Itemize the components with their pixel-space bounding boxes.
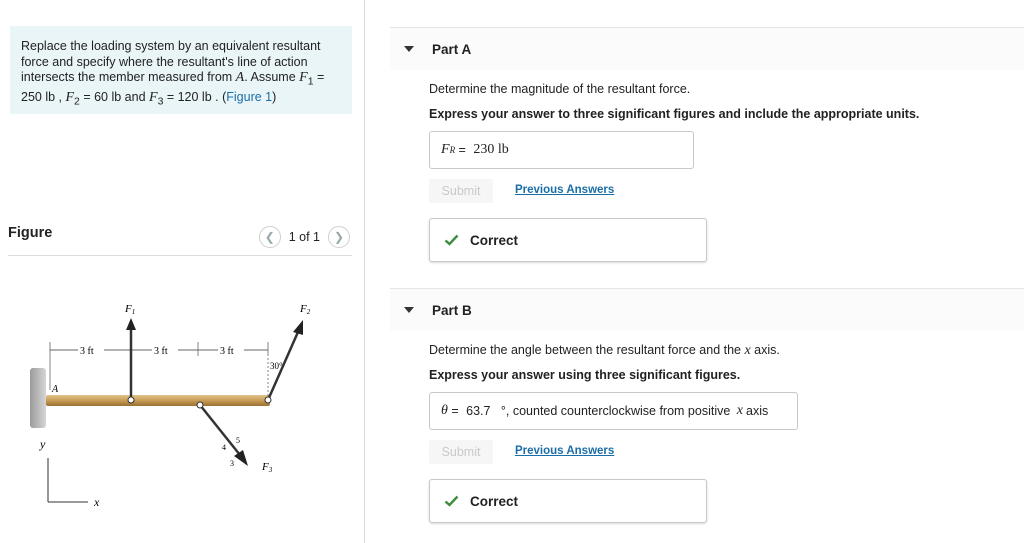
- part-b-header[interactable]: [390, 288, 1024, 331]
- f3-sub: 3: [157, 96, 164, 108]
- f1-pin: [128, 397, 134, 403]
- f1-arrowhead: [126, 318, 136, 330]
- problem-close: ): [272, 90, 277, 104]
- f2-value: = 60 lb and: [79, 90, 149, 104]
- answer-b-symbol: θ: [441, 403, 448, 418]
- part-b-submit-button[interactable]: Submit: [429, 440, 493, 464]
- checkmark-icon: [444, 495, 460, 507]
- part-a-correct-feedback: [429, 218, 707, 262]
- f2-symbol: F: [65, 90, 75, 105]
- f3-pin: [197, 402, 203, 408]
- answer-a-value: 230 lb: [473, 142, 509, 157]
- part-b-question: [429, 343, 780, 359]
- collapse-triangle-icon: [404, 46, 414, 52]
- figure-link[interactable]: Figure 1: [226, 90, 273, 104]
- part-a-answer-field[interactable]: [429, 131, 694, 169]
- f2-arrowhead: [293, 320, 303, 335]
- loading-diagram: [20, 290, 340, 530]
- part-a-submit-button[interactable]: Submit: [429, 179, 493, 203]
- part-b-question-text: Determine the angle between the resultant force and the: [429, 343, 745, 357]
- x-axis-label: x: [94, 495, 100, 509]
- part-b-label: Part B: [432, 302, 472, 318]
- part-b-question-end: axis.: [750, 343, 780, 357]
- part-b-instruction: Express your answer using three significant figures.: [429, 368, 741, 382]
- left-panel: [0, 0, 365, 543]
- f3-arrow: [200, 405, 240, 455]
- f1-label: F1: [125, 303, 136, 316]
- f2-pin: [265, 397, 271, 403]
- pager-text: 1 of 1: [288, 230, 320, 244]
- figure-pager: [259, 226, 350, 248]
- answer-a-symbol: F: [441, 142, 450, 157]
- answer-a-eq: =: [455, 143, 470, 157]
- answer-a-sub: R: [449, 145, 456, 155]
- part-a-status: Correct: [470, 232, 519, 248]
- part-a-instruction: Express your answer to three significant figures and include the appropriate units.: [429, 107, 920, 121]
- collapse-triangle-icon: [404, 307, 414, 313]
- problem-text-2: . Assume: [244, 70, 300, 84]
- answer-b-suffix: °, counted counterclockwise from positive: [490, 404, 734, 418]
- f1-value: = 250 lb ,: [21, 70, 325, 104]
- chevron-left-icon: ❮: [264, 230, 275, 244]
- answer-b-value: 63.7: [466, 404, 491, 418]
- slope-4: 4: [222, 443, 226, 452]
- f1-symbol: F: [299, 70, 308, 85]
- right-panel: [390, 0, 1024, 543]
- part-b-question-x: x: [744, 343, 751, 358]
- answer-b-eq: =: [447, 404, 463, 418]
- prev-figure-button[interactable]: [259, 226, 281, 248]
- wall-support: [30, 368, 46, 428]
- angle-label: 30°: [270, 361, 283, 371]
- part-b-status: Correct: [470, 493, 519, 509]
- part-a-question: Determine the magnitude of the resultant force.: [429, 82, 691, 96]
- point-a-label: A: [52, 384, 59, 395]
- problem-text: Replace the loading system by an equivalent resultant force and specify where the resultant's line of action intersects the member measured from: [21, 39, 321, 84]
- dim-label-1: 3 ft: [80, 346, 94, 357]
- f3-value: = 120 lb . (: [163, 90, 227, 104]
- checkmark-icon: [444, 234, 460, 246]
- part-b-previous-answers-link[interactable]: Previous Answers: [515, 445, 615, 457]
- part-b-answer-field[interactable]: [429, 392, 798, 430]
- dim-label-2: 3 ft: [154, 346, 168, 357]
- f2-label: F2: [300, 303, 311, 316]
- figure-title: Figure: [8, 225, 53, 241]
- dim-label-3: 3 ft: [220, 346, 234, 357]
- slope-5: 5: [236, 436, 240, 445]
- part-a-previous-answers-link[interactable]: Previous Answers: [515, 184, 615, 196]
- f3-arrowhead: [234, 450, 248, 466]
- f1-sub: 1: [307, 76, 314, 88]
- problem-statement: [10, 26, 352, 114]
- chevron-right-icon: ❯: [333, 230, 345, 244]
- y-axis-label: y: [40, 437, 46, 451]
- f3-symbol: F: [149, 90, 158, 105]
- next-figure-button[interactable]: [328, 226, 350, 248]
- figure-header: [8, 225, 352, 256]
- part-b-correct-feedback: [429, 479, 707, 523]
- answer-b-suffix-x: x: [736, 403, 744, 418]
- point-a: A: [235, 70, 245, 85]
- part-a-header[interactable]: [390, 27, 1024, 70]
- f2-sub: 2: [74, 96, 80, 108]
- beam: [46, 395, 270, 406]
- part-a-label: Part A: [432, 41, 472, 57]
- answer-b-suffix-end: axis: [746, 404, 769, 418]
- slope-3: 3: [230, 459, 234, 468]
- f3-label: F3: [262, 461, 273, 474]
